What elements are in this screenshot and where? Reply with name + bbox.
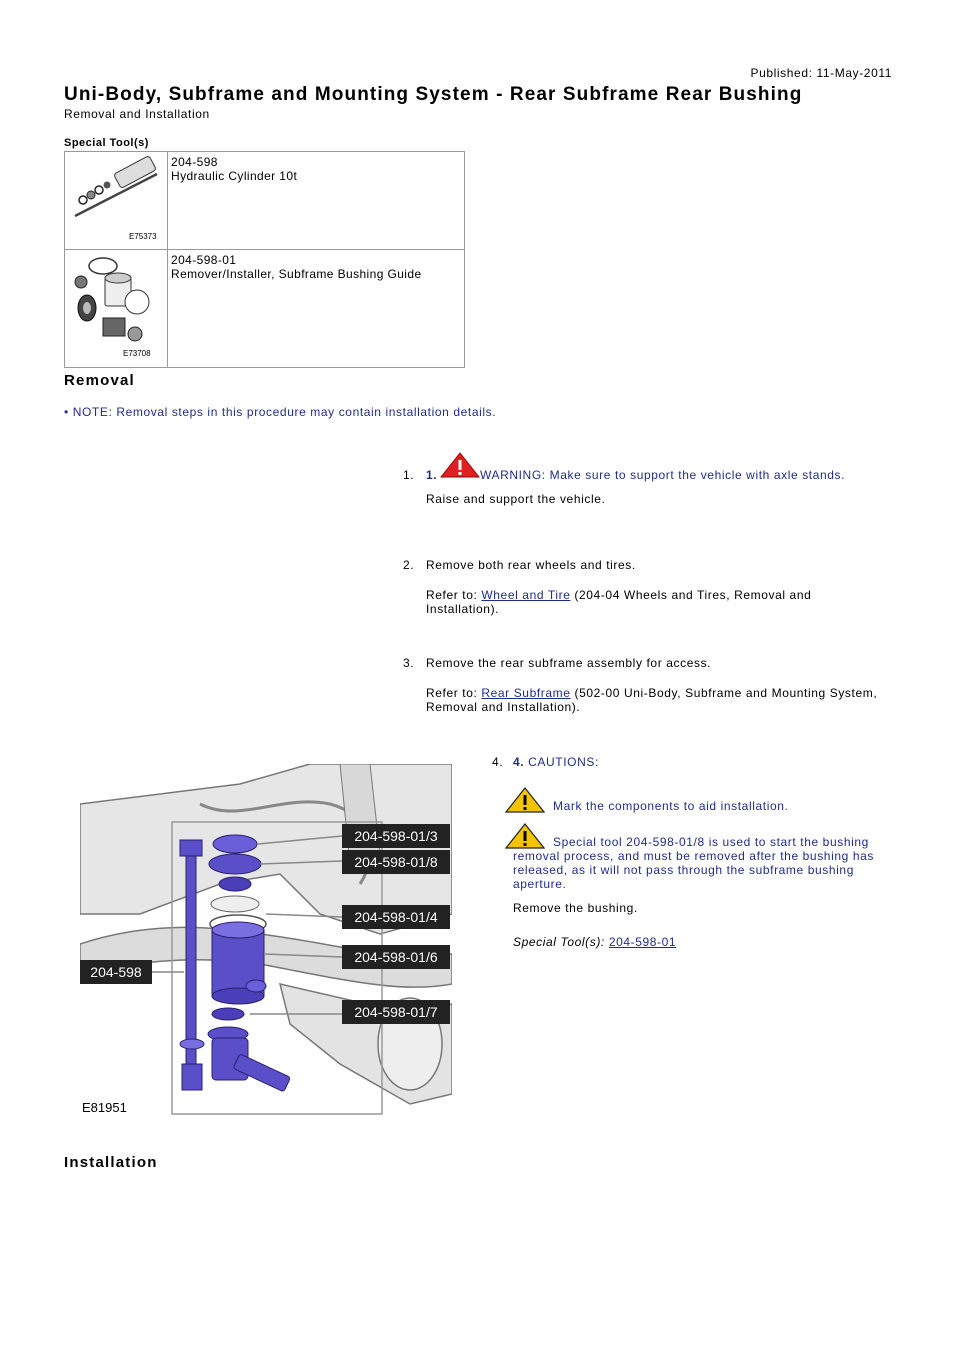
step-inner-number: 4.	[513, 755, 525, 769]
tool-204-598-01-link[interactable]: 204-598-01	[608, 935, 677, 949]
bushing-removal-figure	[80, 764, 452, 1116]
wheel-and-tire-link[interactable]: Wheel and Tire	[481, 588, 571, 602]
step-number: 2.	[403, 558, 415, 572]
step-2-text: Remove both rear wheels and tires.	[426, 558, 636, 572]
special-tools-label: Special Tool(s)	[64, 137, 149, 149]
caution-text: Special tool 204-598-01/8 is used to start the bushing removal process, and must be removed after the bushing has released, as it will not pass through the subframe bushing aperture.	[513, 835, 874, 891]
step-inner-number: 1.	[426, 468, 438, 482]
tool-row	[65, 250, 465, 368]
hydraulic-cylinder-illustration	[65, 152, 167, 244]
callout-label: 204-598-01/3	[354, 828, 438, 844]
published-date: Published: 11-May-2011	[750, 66, 892, 80]
ref-suffix: (502-00 Uni-Body, Subframe and Mounting System, Removal and Installation).	[426, 686, 878, 714]
cautions-label: CAUTIONS:	[528, 755, 599, 769]
caution-text: Mark the components to aid installation.	[553, 799, 789, 813]
step-number: 3.	[403, 656, 415, 670]
removal-note: • NOTE: Removal steps in this procedure may contain installation details.	[64, 405, 497, 419]
tool-callout-label: 204-598	[90, 964, 142, 980]
special-tools-inline-label: Special Tool(s):	[513, 935, 605, 949]
special-tools-table	[64, 151, 465, 368]
callout-label: 204-598-01/7	[354, 1004, 438, 1020]
tool-image-cell	[65, 250, 168, 368]
tool-name: Hydraulic Cylinder 10t	[171, 169, 298, 183]
step-4-cautions-header	[513, 755, 883, 769]
step-4	[513, 755, 883, 949]
step-4-special-tools	[513, 935, 883, 949]
removal-heading: Removal	[64, 372, 135, 389]
tool-number: 204-598	[171, 155, 218, 169]
step-1-warning	[426, 458, 866, 482]
caution-icon	[505, 787, 545, 813]
tool-name: Remover/Installer, Subframe Bushing Guide	[171, 267, 422, 281]
ref-suffix: (204-04 Wheels and Tires, Removal and Installation).	[426, 588, 812, 616]
caution-2	[513, 835, 883, 891]
figure-code: E81951	[82, 1100, 127, 1115]
bushing-guide-illustration	[65, 250, 167, 362]
tool-image-code: E75373	[129, 232, 157, 241]
warning-text: WARNING: Make sure to support the vehicle with axle stands.	[480, 468, 846, 482]
step-number: 1.	[403, 468, 415, 482]
step-1-text: Raise and support the vehicle.	[426, 492, 606, 506]
ref-prefix: Refer to:	[426, 588, 478, 602]
tool-image-code: E73708	[123, 349, 151, 358]
caution-1	[513, 799, 883, 813]
step-1	[426, 458, 866, 506]
callout-label: 204-598-01/4	[354, 909, 438, 925]
caution-icon	[505, 823, 545, 849]
callout-label: 204-598-01/6	[354, 949, 438, 965]
step-number: 4.	[492, 755, 504, 769]
tool-row	[65, 152, 465, 250]
step-4-text: Remove the bushing.	[513, 901, 638, 915]
tool-text-cell	[168, 152, 465, 250]
ref-prefix: Refer to:	[426, 686, 478, 700]
step-3	[426, 656, 886, 714]
tool-image-cell	[65, 152, 168, 250]
step-3-text: Remove the rear subframe assembly for access.	[426, 656, 712, 670]
callout-label: 204-598-01/8	[354, 854, 438, 870]
installation-heading: Installation	[64, 1154, 158, 1171]
page-subtitle: Removal and Installation	[64, 107, 210, 121]
step-2	[426, 558, 876, 616]
page-title: Uni-Body, Subframe and Mounting System - Rear Subframe Rear Bushing	[64, 84, 803, 105]
step-2-reference	[426, 588, 876, 616]
tool-number: 204-598-01	[171, 253, 237, 267]
rear-subframe-link[interactable]: Rear Subframe	[481, 686, 571, 700]
step-3-reference	[426, 686, 886, 714]
tool-text-cell	[168, 250, 465, 368]
warning-icon	[440, 452, 480, 478]
